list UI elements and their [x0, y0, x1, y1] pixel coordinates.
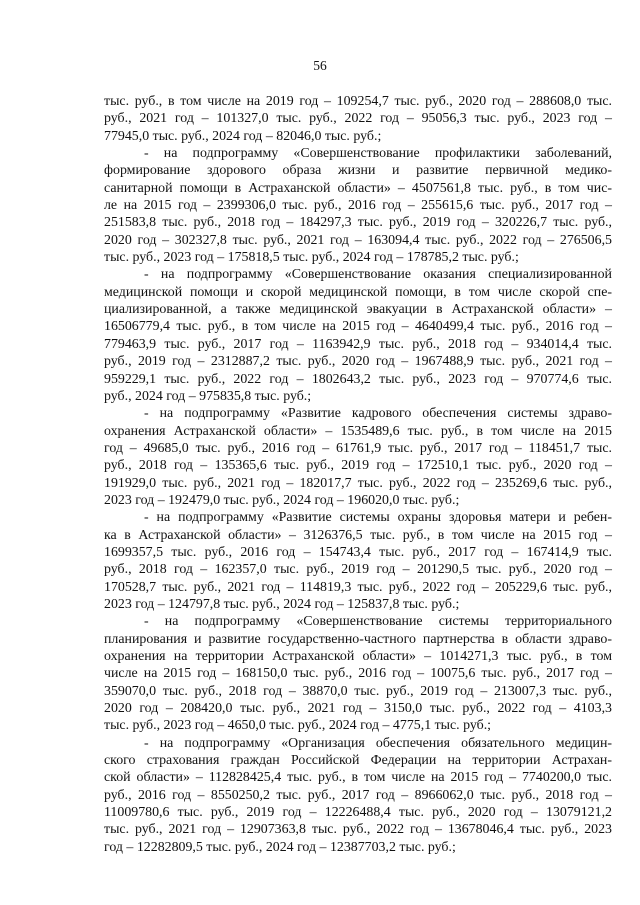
text-line: ской области» – 112828425,4 тыс. руб., в том числе на 2015 год – 7740200,0 тыс. — [104, 770, 612, 786]
text-line: руб., 2016 год – 8550250,2 тыс. руб., 2017 год – 8966062,0 тыс. руб., 2018 год – — [104, 787, 612, 803]
text-line: руб., 2018 год – 135365,6 тыс. руб., 2019 год – 172510,1 тыс. руб., 2020 год – — [104, 458, 612, 474]
text-line: 170528,7 тыс. руб., 2021 год – 114819,3 тыс. руб., 2022 год – 205229,6 тыс. руб., — [104, 579, 612, 595]
text-line: охранения Астраханской области» – 1535489,6 тыс. руб., в том числе на 2015 — [104, 423, 612, 439]
text-line: руб., 2018 год – 162357,0 тыс. руб., 2019 год – 201290,5 тыс. руб., 2020 год – — [104, 562, 612, 578]
text-line: тыс. руб., 2023 год – 175818,5 тыс. руб., 2024 год – 178785,2 тыс. руб.; — [104, 250, 519, 266]
text-line: планирования и развитие государственно-частного партнерства в области здраво- — [104, 631, 612, 647]
text-line: год – 49685,0 тыс. руб., 2016 год – 61761,9 тыс. руб., 2017 год – 118451,7 тыс. — [104, 440, 612, 456]
text-line: 77945,0 тыс. руб., 2024 год – 82046,0 тыс. руб.; — [104, 128, 382, 144]
text-line: 2020 год – 302327,8 тыс. руб., 2021 год – 163094,4 тыс. руб., 2022 год – 276506,5 — [104, 232, 612, 248]
text-line: год – 12282809,5 тыс. руб., 2024 год – 12387703,2 тыс. руб.; — [104, 839, 456, 855]
text-line: 11009780,6 тыс. руб., 2019 год – 12226488,4 тыс. руб., 2020 год – 13079121,2 — [104, 805, 612, 821]
text-line: руб., 2024 год – 975835,8 тыс. руб.; — [104, 388, 312, 404]
text-line: руб., 2019 год – 2312887,2 тыс. руб., 2020 год – 1967488,9 тыс. руб., 2021 год – — [104, 354, 612, 370]
text-line: тыс. руб., в том числе на 2019 год – 109254,7 тыс. руб., 2020 год – 288608,0 тыс. — [104, 94, 612, 109]
text-line: 359070,0 тыс. руб., 2018 год – 38870,0 тыс. руб., 2019 год – 213007,3 тыс. руб., — [104, 683, 612, 699]
text-line: числе на 2015 год – 168150,0 тыс. руб., 2016 год – 10075,6 тыс. руб., 2017 год – — [104, 666, 612, 682]
text-line: охранения на территории Астраханской области» – 1014271,3 тыс. руб., в том — [104, 649, 612, 664]
text-line: формирование здорового образа жизни и развитие первичной медико- — [104, 163, 612, 179]
text-line: - на подпрограмму «Развитие системы охраны здоровья матери и ребен- — [144, 510, 612, 526]
text-line: ка в Астраханской области» – 3126376,5 тыс. руб., в том числе на 2015 год – — [104, 527, 612, 543]
text-line: 2023 год – 192479,0 тыс. руб., 2024 год – 196020,0 тыс. руб.; — [104, 492, 460, 508]
text-line: медицинской помощи и скорой медицинской помощи, в том числе скорой спе- — [104, 284, 612, 300]
text-line: 2023 год – 124797,8 тыс. руб., 2024 год – 125837,8 тыс. руб.; — [104, 596, 460, 612]
text-line: 251583,8 тыс. руб., 2018 год – 184297,3 тыс. руб., 2019 год – 320226,7 тыс. руб., — [104, 215, 612, 231]
text-line: ского страхования граждан Российской Федерации на территории Астрахан- — [104, 753, 612, 769]
text-line: 16506779,4 тыс. руб., в том числе на 2015 год – 4640499,4 тыс. руб., 2016 год – — [104, 319, 612, 335]
text-line: тыс. руб., 2021 год – 12907363,8 тыс. руб., 2022 год – 13678046,4 тыс. руб., 2023 — [104, 822, 612, 838]
text-line: - на подпрограмму «Организация обеспечения обязательного медицин- — [144, 735, 612, 751]
body-text — [104, 93, 612, 856]
text-line: - на подпрограмму «Совершенствование профилактики заболеваний, — [144, 146, 612, 162]
text-line: 959229,1 тыс. руб., 2022 год – 1802643,2 тыс. руб., 2023 год – 970774,6 тыс. — [104, 371, 612, 387]
text-line: - на подпрограмму «Совершенствование системы территориального — [144, 614, 612, 630]
text-line: санитарной помощи в Астраханской области» – 4507561,8 тыс. руб., в том чис- — [104, 180, 612, 196]
text-line: 2020 год – 208420,0 тыс. руб., 2021 год – 3150,0 тыс. руб., 2022 год – 4103,3 — [104, 701, 612, 717]
text-line: тыс. руб., 2023 год – 4650,0 тыс. руб., 2024 год – 4775,1 тыс. руб.; — [104, 718, 492, 734]
text-line: ле на 2015 год – 2399306,0 тыс. руб., 2016 год – 255615,6 тыс. руб., 2017 год – — [104, 198, 612, 214]
text-line: 779463,9 тыс. руб., 2017 год – 1163942,9 тыс. руб., 2018 год – 934014,4 тыс. — [104, 336, 612, 352]
text-line: 191929,0 тыс. руб., 2021 год – 182017,7 тыс. руб., 2022 год – 235269,6 тыс. руб., — [104, 475, 612, 491]
text-line: - на подпрограмму «Совершенствование оказания специализированной — [144, 267, 612, 283]
text-line: руб., 2021 год – 101327,0 тыс. руб., 2022 год – 95056,3 тыс. руб., 2023 год – — [104, 111, 612, 127]
page-number: 56 — [313, 58, 327, 73]
text-line: 1699357,5 тыс. руб., 2016 год – 154743,4 тыс. руб., 2017 год – 167414,9 тыс. — [104, 544, 612, 560]
text-line: циализированной, а также медицинской эвакуации в Астраханской области» – — [104, 302, 612, 318]
text-line: - на подпрограмму «Развитие кадрового обеспечения системы здраво- — [144, 406, 612, 422]
